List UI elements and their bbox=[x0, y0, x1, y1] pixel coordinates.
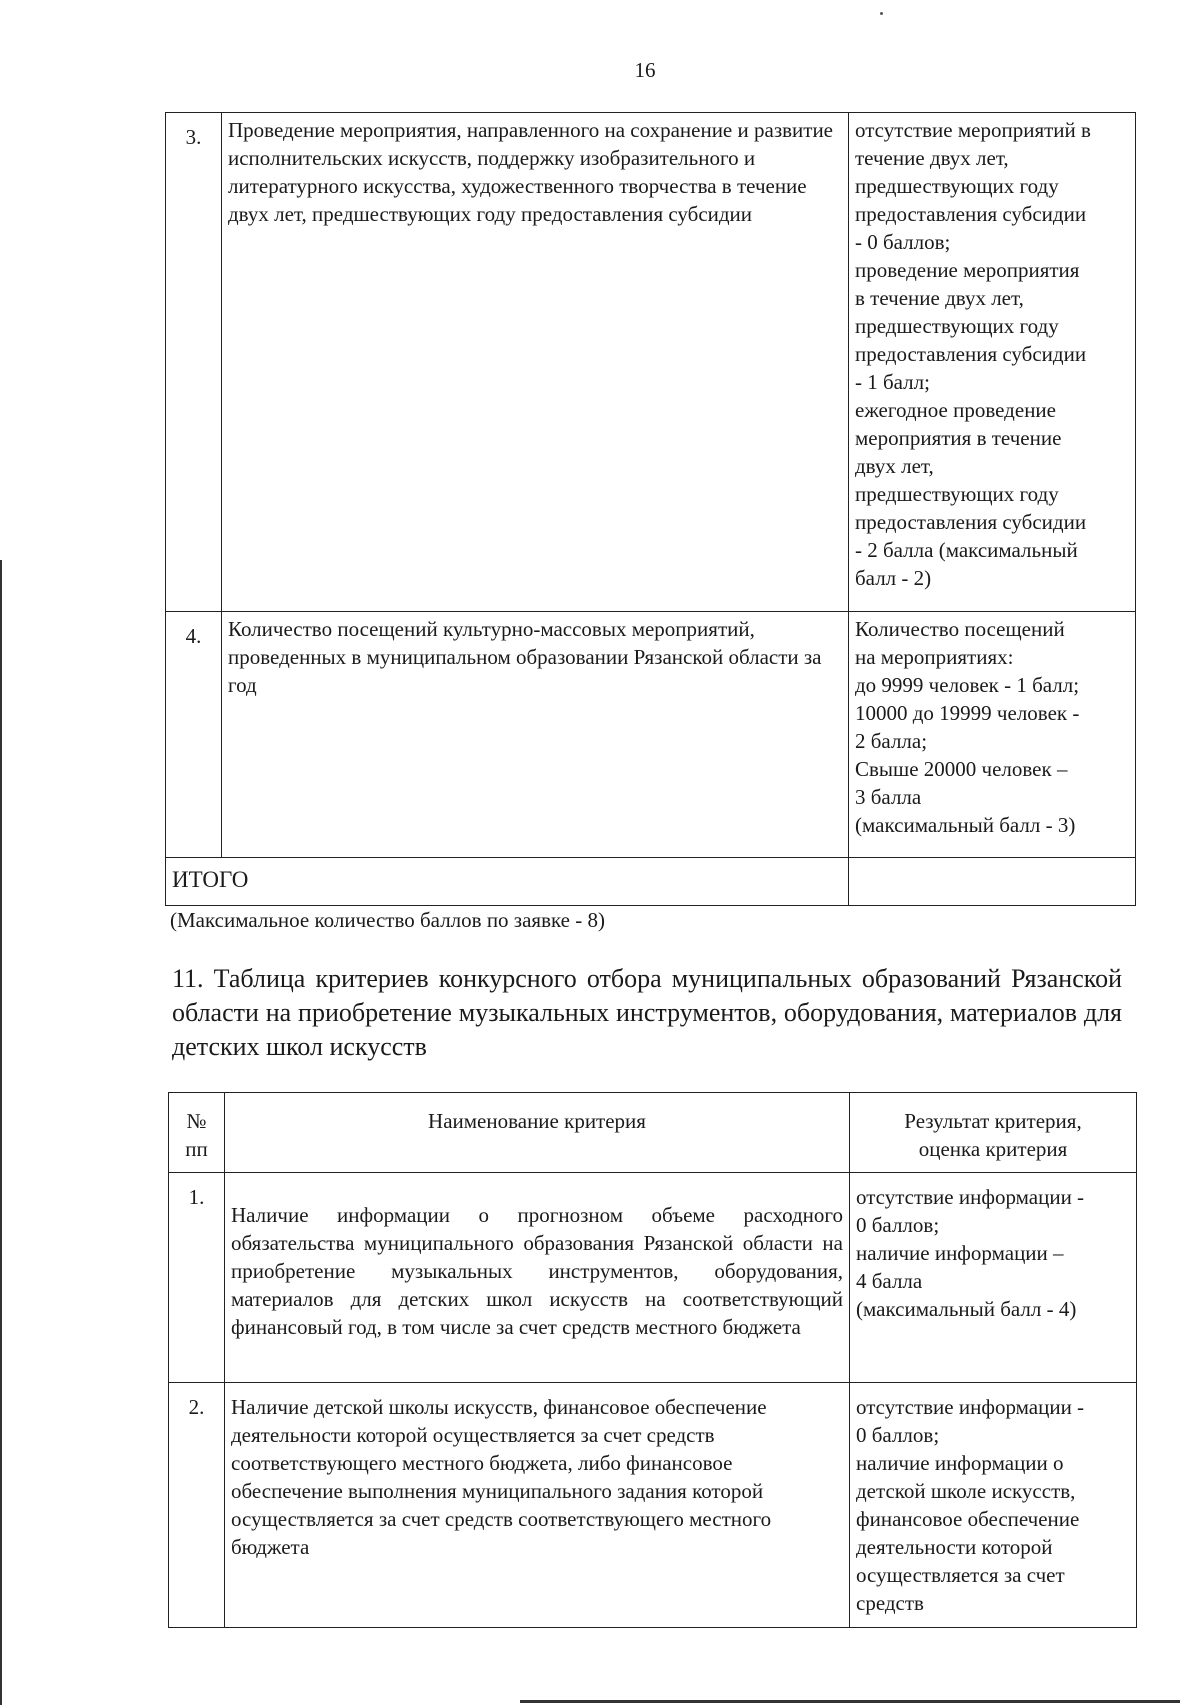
result-cell: отсутствие мероприятий в течение двух лет, предшествующих году предоставления субсидии - 0 баллов; проведение мероприятия в течение двух лет, предшествующих году предоставления субсидии - 1 балл; ежегодное проведение мероприятия в течение двух лет, предшествующих году предоставления субсидии - 2 балла (максимальный балл - 2) bbox=[849, 113, 1136, 612]
header-result: Результат критерия, оценка критерия bbox=[850, 1093, 1137, 1173]
table-row bbox=[169, 1383, 1137, 1628]
row-number: 2. bbox=[169, 1383, 225, 1628]
criteria-table-continued bbox=[165, 112, 1136, 906]
total-row bbox=[166, 858, 1136, 906]
criterion-cell: Наличие детской школы искусств, финансовое обеспечение деятельности которой осуществляется за счет средств соответствующего местного бюджета, либо финансовое обеспечение выполнения муниципального задания которой осуществляется за счет средств соответствующего местного бюджета bbox=[225, 1383, 850, 1628]
scan-bottom-line bbox=[520, 1700, 1180, 1703]
result-cell: отсутствие информации - 0 баллов; наличие информации о детской школе искусств, финансовое обеспечение деятельности которой осуществляется за счет средств bbox=[850, 1383, 1137, 1628]
header-number: № пп bbox=[169, 1093, 225, 1173]
section-heading: 11. Таблица критериев конкурсного отбора муниципальных образований Рязанской области на приобретение музыкальных инструментов, оборудования, материалов для детских школ искусств bbox=[172, 964, 1122, 1061]
header-row bbox=[169, 1093, 1137, 1173]
row-number: 3. bbox=[166, 113, 222, 612]
max-score-note: (Максимальное количество баллов по заявке - 8) bbox=[170, 908, 605, 932]
table-row bbox=[169, 1173, 1137, 1383]
page-number: 16 bbox=[634, 58, 656, 82]
table-row bbox=[166, 612, 1136, 858]
table-row bbox=[166, 113, 1136, 612]
row-number: 4. bbox=[166, 612, 222, 858]
result-cell: отсутствие информации - 0 баллов; наличие информации – 4 балла (максимальный балл - 4) bbox=[850, 1173, 1137, 1383]
criterion-cell: Проведение мероприятия, направленного на сохранение и развитие исполнительских искусств, поддержку изобразительного и литературного искусства, художественного творчества в течение двух лет, предшествующих году предоставления субсидии bbox=[222, 113, 849, 612]
result-cell: Количество посещений на мероприятиях: до 9999 человек - 1 балл; 10000 до 19999 человек - 2 балла; Свыше 20000 человек – 3 балла (максимальный балл - 3) bbox=[849, 612, 1136, 858]
row-number: 1. bbox=[169, 1173, 225, 1383]
total-value bbox=[849, 858, 1136, 906]
criterion-cell: Количество посещений культурно-массовых мероприятий, проведенных в муниципальном образовании Рязанской области за год bbox=[222, 612, 849, 858]
criteria-table-11 bbox=[168, 1092, 1137, 1628]
total-label: ИТОГО bbox=[166, 858, 849, 906]
scan-edge-line bbox=[0, 560, 2, 1705]
criterion-cell: Наличие информации о прогнозном объеме расходного обязательства муниципального образования Рязанской области на приобретение музыкальных инструментов, оборудования, материалов для детских школ искусств на соответствующий финансовый год, в том числе за счет средств местного бюджета bbox=[225, 1173, 850, 1383]
scan-speck bbox=[880, 12, 883, 15]
header-criterion: Наименование критерия bbox=[225, 1093, 850, 1173]
